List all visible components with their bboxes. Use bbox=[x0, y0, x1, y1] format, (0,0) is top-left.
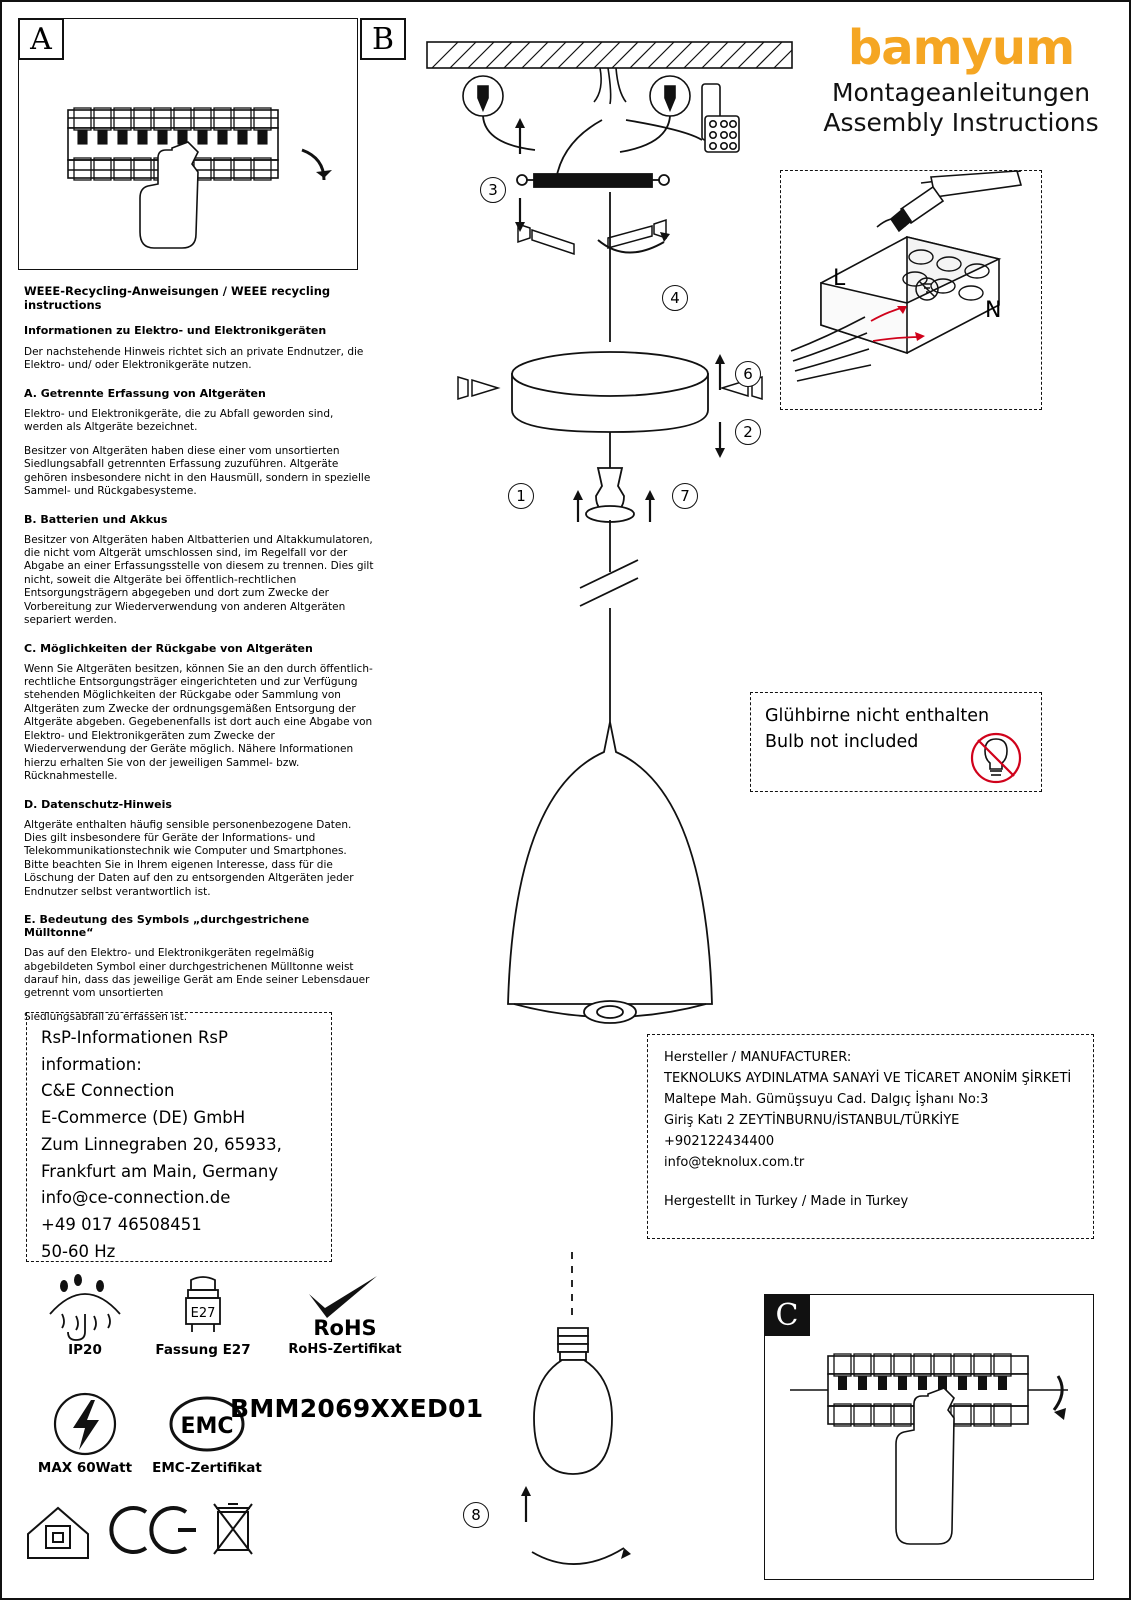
socket-e27-caption: Fassung E27 bbox=[155, 1342, 251, 1358]
rsp-line-0: RsP-Informationen RsP information: bbox=[41, 1028, 228, 1074]
step-number-1: 1 bbox=[508, 483, 534, 509]
cert-marks-row bbox=[20, 1490, 280, 1570]
step-number-7: 7 bbox=[672, 483, 698, 509]
weee-section-a-p1: Elektro- und Elektronikgeräte, die zu Abfall geworden sind, werden als Altgeräte bezeichnet. bbox=[24, 407, 334, 434]
weee-section-c-p1: Wenn Sie Altgeräten besitzen, können Sie an den durch öffentlich-rechtliche Entsorgungsträger eingerichteten und zur Verfügung stehenden Möglichkeiten der Rückgabe oder Sammlung von Altgeräten zum Zwecke der ordnungsgemäßen Entsorgung der Altgeräte abgeben. Gegebenenfalls ist dort auch eine Abgabe von Elektro- und Elektronikgeräten zum Zwecke der Wiederverwendung der Geräte möglich. Nähere Informationen hierzu erhalten Sie von der jeweiligen Sammel- bzw. Rücknahmestelle. bbox=[24, 662, 373, 783]
max-watt-caption: MAX 60Watt bbox=[37, 1460, 133, 1476]
manufacturer-made-in: Hergestellt in Turkey / Made in Turkey bbox=[664, 1194, 909, 1210]
svg-text:N: N bbox=[985, 298, 1002, 323]
bulb-not-included-icon bbox=[967, 731, 1025, 783]
rohs-caption: RoHS-Zertifikat bbox=[288, 1342, 402, 1357]
weee-intro: Der nachstehende Hinweis richtet sich an private Endnutzer, die Elektro- und/ oder Elektronikgeräte nutzen. bbox=[24, 346, 364, 372]
rsp-line-7: 50-60 Hz bbox=[41, 1241, 116, 1261]
weee-section-d-p1: Altgeräte enthalten häufig sensible personenbezogene Daten. Dies gilt insbesondere für Geräte der Informations- und Telekommunikationstechnik wie Computer und Smartphones. Bitte beachten Sie in Ihrem eigenen Interesse, dass für die Löschung der Daten auf den zu entsorgenden Altgeräten jeder Endnutzer selbst verantwortlich ist. bbox=[24, 818, 354, 898]
panel-a-illustration bbox=[22, 22, 358, 270]
rohs-check-icon bbox=[297, 1274, 393, 1318]
ip20-icon bbox=[42, 1274, 128, 1340]
manufacturer-heading: Hersteller / MANUFACTURER: bbox=[664, 1050, 852, 1065]
panel-label-c: C bbox=[764, 1294, 810, 1336]
weee-section-e-p1: Das auf den Elektro- und Elektronikgeräten regelmäßig abgebildeten Symbol einer durchgestrichenen Mülltonne weist darauf hin, dass das jeweilige Gerät am Ende seiner Lebensdauer getrennt vom unsortierten bbox=[24, 947, 370, 1000]
rsp-line-1: C&E Connection bbox=[41, 1081, 175, 1101]
step-number-2: 2 bbox=[735, 419, 761, 445]
manufacturer-phone: +902122434400 bbox=[664, 1134, 775, 1150]
bulb-note-en: Bulb not included bbox=[765, 732, 919, 753]
weee-section-e-p2: Siedlungsabfall zu erfassen ist. bbox=[24, 1010, 188, 1023]
weee-section-title-d: D. Datenschutz-Hinweis bbox=[24, 797, 172, 811]
panel-c-illustration bbox=[768, 1298, 1094, 1580]
bulb-illustration bbox=[472, 1252, 692, 1592]
socket-e27-inner-label: E27 bbox=[190, 1306, 216, 1321]
weee-text-block bbox=[24, 284, 374, 1034]
weee-subheading: Informationen zu Elektro- und Elektronikgeräten bbox=[24, 324, 327, 337]
bulb-not-included-box bbox=[750, 692, 1042, 792]
rsp-info-box bbox=[26, 1012, 332, 1262]
weee-section-title-e: E. Bedeutung des Symbols „durchgestrichene Mülltonne“ bbox=[24, 913, 310, 940]
ip20-cell bbox=[30, 1274, 140, 1358]
panel-label-a: A bbox=[18, 18, 64, 60]
weee-crossed-bin-icon bbox=[214, 1504, 252, 1554]
rsp-line-2: E-Commerce (DE) GmbH bbox=[41, 1108, 246, 1128]
weee-heading: WEEE-Recycling-Anweisungen / WEEE recycling instructions bbox=[24, 284, 331, 312]
ip20-caption: IP20 bbox=[68, 1342, 102, 1358]
step-number-8: 8 bbox=[463, 1502, 489, 1528]
rsp-line-6: +49 017 46508451 bbox=[41, 1215, 202, 1235]
svg-text:L: L bbox=[833, 266, 846, 291]
step-number-4: 4 bbox=[662, 285, 688, 311]
weee-section-a-p2: Besitzer von Altgeräten haben diese einer vom unsortierten Siedlungsabfall getrennten Erfassung zuzuführen. Altgeräte gehören insbesondere nicht in den Hausmüll, sondern in spezielle Sammel- und Rückgabesysteme. bbox=[24, 444, 371, 498]
bulb-note-de: Glühbirne nicht enthalten bbox=[765, 706, 990, 726]
brand-title-en: Assembly Instructions bbox=[823, 107, 1099, 137]
max-watt-icon bbox=[49, 1392, 121, 1458]
brand-title-de: Montageanleitungen bbox=[831, 78, 1091, 107]
rsp-line-3: Zum Linnegraben 20, 65933, bbox=[41, 1134, 282, 1154]
manufacturer-info-box bbox=[647, 1034, 1094, 1239]
rohs-inner-label: RoHS bbox=[313, 1316, 377, 1340]
panel-label-b: B bbox=[360, 18, 406, 60]
manufacturer-line-3: Giriş Katı 2 ZEYTİNBURNU/İSTANBUL/TÜRKİYE bbox=[664, 1113, 960, 1129]
lamp-socket-e27-icon bbox=[166, 1274, 240, 1340]
rsp-line-5: info@ce-connection.de bbox=[41, 1188, 231, 1208]
weee-section-title-c: C. Möglichkeiten der Rückgabe von Altgeräten bbox=[24, 641, 313, 655]
terminal-detail-inset bbox=[780, 170, 1042, 410]
manufacturer-email: info@teknolux.com.tr bbox=[664, 1155, 805, 1171]
socket-e27-cell bbox=[138, 1274, 268, 1358]
manufacturer-line-1: TEKNOLUKS AYDINLATMA SANAYİ VE TİCARET ANONİM ŞİRKETİ bbox=[664, 1071, 1072, 1087]
step-number-3: 3 bbox=[480, 177, 506, 203]
spacer bbox=[664, 1173, 1077, 1191]
rohs-cell bbox=[270, 1274, 420, 1357]
manufacturer-line-2: Maltepe Mah. Gümüşsuyu Cad. Dalgıç İşhanı No:3 bbox=[664, 1092, 989, 1108]
rsp-line-4: Frankfurt am Main, Germany bbox=[41, 1161, 279, 1181]
house-class2-icon bbox=[28, 1508, 88, 1558]
model-number: BMM2069XXED01 bbox=[230, 1394, 484, 1423]
svg-text:EMC: EMC bbox=[180, 1414, 234, 1439]
weee-section-title-a: A. Getrennte Erfassung von Altgeräten bbox=[24, 386, 266, 400]
max-watt-cell bbox=[20, 1392, 150, 1476]
weee-section-b-p1: Besitzer von Altgeräten haben Altbatterien und Altakkumulatoren, die nicht vom Altgerät umschlossen sind, im Regelfall vor der Abgabe an einer Erfassungsstelle von diesem zu trennen. Dies gilt nicht, soweit die Altgeräte bei öffentlich-rechtlichen Entsorgungsträgern abgegeben und dort zum Zwecke der Vorbereitung zur Wiederverwendung von anderen Altgeräten separiert werden. bbox=[24, 533, 374, 627]
brand-name: bamyum bbox=[847, 20, 1075, 76]
emc-caption: EMC-Zertifikat bbox=[152, 1460, 262, 1476]
weee-section-title-b: B. Batterien und Akkus bbox=[24, 512, 168, 526]
ce-mark-icon bbox=[111, 1508, 196, 1552]
step-number-6: 6 bbox=[735, 361, 761, 387]
